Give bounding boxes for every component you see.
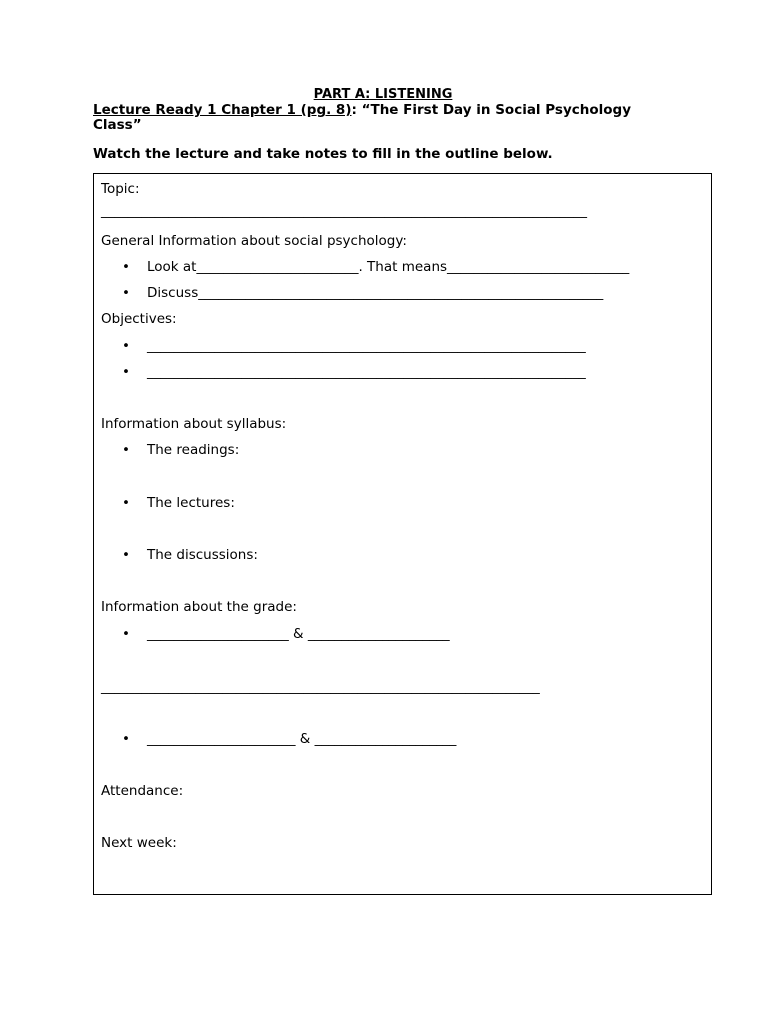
grade-blank-line[interactable]: _________________________________________________________________ [101,679,540,695]
objective-blank-2[interactable]: _________________________________________________________________ [147,364,586,380]
general-bullet-look-at[interactable]: Look at________________________. That means___________________________ [147,259,630,275]
syllabus-discussions: The discussions: [147,547,258,563]
grade-blank-pair-2[interactable]: ______________________ & _____________________ [147,731,457,747]
bullet-icon: • [122,442,130,458]
general-bullet-discuss[interactable]: Discuss____________________________________________________________ [147,285,604,301]
lecture-title [93,103,683,133]
syllabus-label: Information about syllabus: [101,416,287,432]
bullet-icon: • [122,731,130,747]
instructions: Watch the lecture and take notes to fill in the outline below. [93,146,553,162]
outline-box [93,173,712,895]
bullet-icon: • [122,338,130,354]
bullet-icon: • [122,259,130,275]
syllabus-lectures: The lectures: [147,495,235,511]
bullet-icon: • [122,547,130,563]
bullet-icon: • [122,626,130,642]
bullet-icon: • [122,495,130,511]
syllabus-readings: The readings: [147,442,240,458]
next-week-label: Next week: [101,835,177,851]
bullet-icon: • [122,285,130,301]
lecture-reference: Lecture Ready 1 Chapter 1 (pg. 8) [93,102,352,118]
page-title: PART A: LISTENING [313,87,453,102]
objectives-label: Objectives: [101,311,177,327]
topic-blank[interactable]: ________________________________________________________________________ [101,203,587,219]
lecture-separator: : [351,102,362,118]
attendance-label: Attendance: [101,783,184,799]
objective-blank-1[interactable]: _________________________________________________________________ [147,338,586,354]
bullet-icon: • [122,364,130,380]
grade-blank-pair-1[interactable]: _____________________ & _____________________ [147,626,450,642]
general-info-label: General Information about social psychology: [101,233,407,249]
topic-label: Topic: [101,181,140,197]
lecture-name: “The First Day in Social Psychology Class” [93,102,632,133]
grade-label: Information about the grade: [101,599,297,615]
